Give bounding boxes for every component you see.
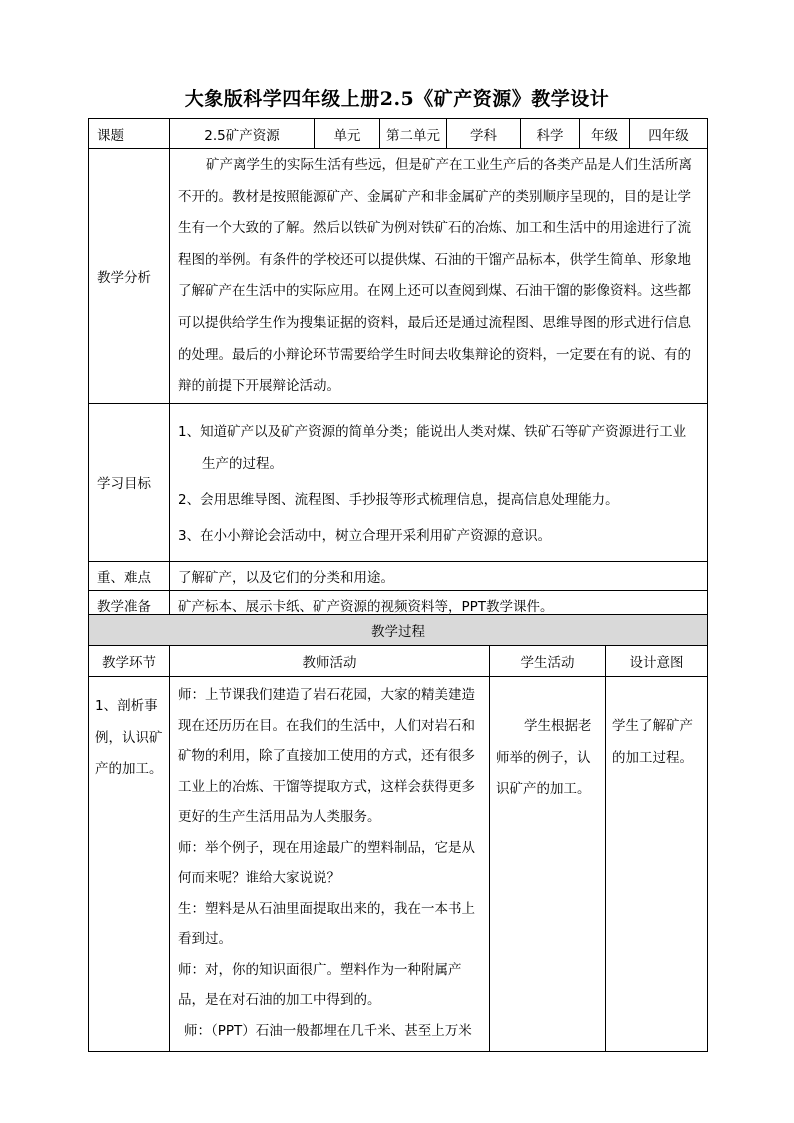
segment-cell: 1、剖析事例，认识矿产的加工。 [89, 677, 170, 1052]
subject-label: 学科 [447, 119, 521, 149]
process-row-1 [89, 677, 708, 1052]
goals-content [170, 403, 708, 561]
process-table [88, 614, 708, 1052]
teacher-activity-cell [170, 677, 490, 1052]
teacher-line: 师：上节课我们建造了岩石花园，大家的精美建造现在还历历在目。在我们的生活中，人们对岩石和矿物的利用，除了直接加工使用的方式，还有很多工业上的冶炼、干馏等提取方式，这样会获得更多更好的生产生活用品为人类服务。 [178, 687, 475, 825]
teacher-line: 师：举个例子，现在用途最广的塑料制品，它是从何而来呢？谁给大家说说？ [178, 839, 475, 886]
unit-value: 第二单元 [380, 119, 447, 149]
analysis-row [89, 149, 708, 404]
analysis-label: 教学分析 [89, 149, 170, 404]
topic-value: 2.5矿产资源 [170, 119, 315, 149]
preparation-label: 教学准备 [89, 590, 170, 619]
col-student-header: 学生活动 [490, 646, 606, 677]
document-title: 大象版科学四年级上册2.5《矿产资源》教学设计 [184, 88, 610, 110]
grade-value: 四年级 [630, 119, 708, 149]
process-heading: 教学过程 [89, 615, 708, 646]
teacher-line: 师：（PPT）石油一般都埋在几千米、甚至上万米 [184, 1022, 472, 1039]
col-segment-header: 教学环节 [89, 646, 170, 677]
lesson-plan-table [88, 118, 708, 620]
analysis-text: 矿产离学生的实际生活有些远，但是矿产在工业生产后的各类产品是人们生活所离不开的。教材是按照能源矿产、金属矿产和非金属矿产的类别顺序呈现的，目的是让学生有一个大致的了解。然后以铁矿为例对铁矿石的冶炼、加工和生活中的用途进行了流程图的举例。有条件的学校还可以提供煤、石油的干馏产品标本，供学生简单、形象地了解矿产在生活中的实际应用。在网上还可以查阅到煤、石油干馏的影像资料。这些都可以提供给学生作为搜集证据的资料，最后还是通过流程图、思维导图的形式进行信息的处理。最后的小辩论环节需要给学生时间去收集辩论的资料，一定要在有的说、有的辩的前提下开展辩论活动。 [170, 149, 708, 404]
goal-item-1: 1、知道矿产以及矿产资源的简单分类；能说出人类对煤、铁矿石等矿产资源进行工业 [178, 424, 687, 441]
goals-row [89, 403, 708, 561]
goals-label: 学习目标 [89, 403, 170, 561]
subject-value: 科学 [521, 119, 580, 149]
goal-item-2: 2、会用思维导图、流程图、手抄报等形式梳理信息，提高信息处理能力。 [178, 492, 619, 509]
goal-item-1-cont: 生产的过程。 [202, 456, 283, 473]
goal-item-3: 3、在小小辩论会活动中，树立合理开采利用矿产资源的意识。 [178, 528, 552, 545]
process-columns-row [89, 646, 708, 677]
col-teacher-header: 教师活动 [170, 646, 490, 677]
process-heading-row [89, 615, 708, 646]
key-points-row [89, 561, 708, 590]
key-points-text: 了解矿产，以及它们的分类和用途。 [170, 561, 708, 590]
teacher-line: 师：对，你的知识面很广。塑料作为一种附属产品，是在对石油的加工中得到的。 [178, 961, 462, 1008]
key-points-label: 重、难点 [89, 561, 170, 590]
preparation-text: 矿产标本、展示卡纸、矿产资源的视频资料等，PPT教学课件。 [170, 590, 708, 619]
header-row [89, 119, 708, 149]
design-intent-cell: 学生了解矿产的加工过程。 [606, 677, 708, 1052]
topic-label: 课题 [89, 119, 170, 149]
grade-label: 年级 [580, 119, 630, 149]
col-design-header: 设计意图 [606, 646, 708, 677]
unit-label: 单元 [315, 119, 380, 149]
student-activity-cell: 学生根据老师举的例子，认识矿产的加工。 [490, 677, 606, 1052]
teacher-line: 生：塑料是从石油里面提取出来的，我在一本书上看到过。 [178, 900, 475, 947]
